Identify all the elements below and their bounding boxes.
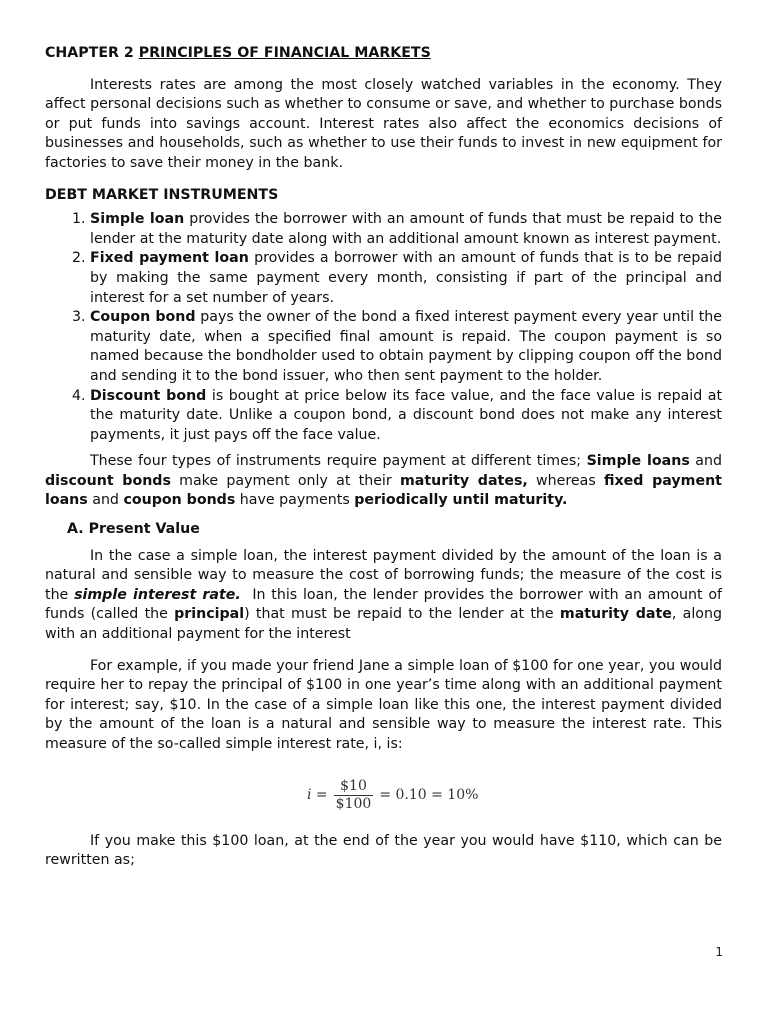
definition: provides a borrower with an amount of funds that is to be repaid by making the same payment every month, consisting if part of the principal and interest for a set number of years. — [90, 250, 723, 306]
equation-fraction — [334, 778, 374, 813]
page-number: 1 — [715, 945, 723, 959]
equation-lhs: i = — [307, 786, 328, 803]
definition: provides the borrower with an amount of funds that must be repaid to the lender at the maturity date along with an additional amount known as interest payment. — [90, 211, 723, 247]
term: Discount bond — [90, 387, 207, 404]
list-item — [90, 210, 722, 249]
equation-denominator: $100 — [335, 796, 372, 813]
list-item — [90, 249, 722, 308]
term: Coupon bond — [90, 309, 196, 326]
term: Simple loan — [90, 211, 185, 228]
equation-rhs: = 0.10 = 10% — [379, 786, 479, 803]
definition: pays the owner of the bond a fixed interest payment every year until the maturity date, when a specified final amount is repaid. The coupon payment is so named because the bondholder used to obtain payment by clipping coupon off the bond and sending it to the bond issuer, who then sent payment to the holder. — [90, 309, 722, 384]
example-paragraph: For example, if you made your friend Jane a simple loan of $100 for one year, you would require her to repay the principal of $100 in one year’s time along with an additional payment for interest; say, $10. In the case of a simple loan like this one, the interest payment divided by the amount of the loan is a natural and sensible way to measure the interest rate. This measure of the so-called simple interest rate, i, is: — [45, 657, 722, 752]
closing-paragraph: If you make this $100 loan, at the end of the year you would have $110, which can be rewritten as; — [45, 832, 722, 869]
term: Fixed payment loan — [90, 250, 249, 267]
summary-paragraph: These four types of instruments require payment at different times; Simple loans and discount bonds make payment only at their maturity dates, whereas fixed payment loans and coupon bonds have payments periodically until maturity. — [45, 453, 722, 509]
instrument-list — [45, 210, 722, 445]
list-item — [90, 387, 722, 446]
definition: is bought at price below its face value, and the face value is repaid at the maturity date. Unlike a coupon bond, a discount bond does not make any interest payments, it just pays off the face value. — [90, 387, 723, 443]
list-item — [90, 308, 722, 386]
equation-numerator: $10 — [340, 778, 367, 795]
present-value-paragraph: In the case a simple loan, the interest payment divided by the amount of the loan is a natural and sensible way to measure the cost of borrowing funds; the measure of the cost is the simple interest rate. In this loan, the lender provides the borrower with an amount of funds (called the principal) that must be repaid to the lender at the maturity date, along with an additional payment for the interest — [45, 547, 722, 643]
chapter-heading — [45, 44, 722, 64]
chapter-label: CHAPTER 2 — [45, 45, 134, 61]
interest-rate-equation — [45, 776, 722, 816]
document-page — [45, 44, 722, 871]
intro-paragraph: Interests rates are among the most closely watched variables in the economy. They affect personal decisions such as whether to consume or save, and whether to purchase bonds or put funds into savings account. Interest rates also affect the economics decisions of businesses and households, such as whether to use their funds to invest in new equipment for factories to save their money in the bank. — [45, 76, 722, 171]
subsection-heading-present-value: A. Present Value — [67, 521, 200, 538]
chapter-title: PRINCIPLES OF FINANCIAL MARKETS — [138, 45, 431, 61]
section-heading-debt-market: DEBT MARKET INSTRUMENTS — [45, 186, 279, 203]
